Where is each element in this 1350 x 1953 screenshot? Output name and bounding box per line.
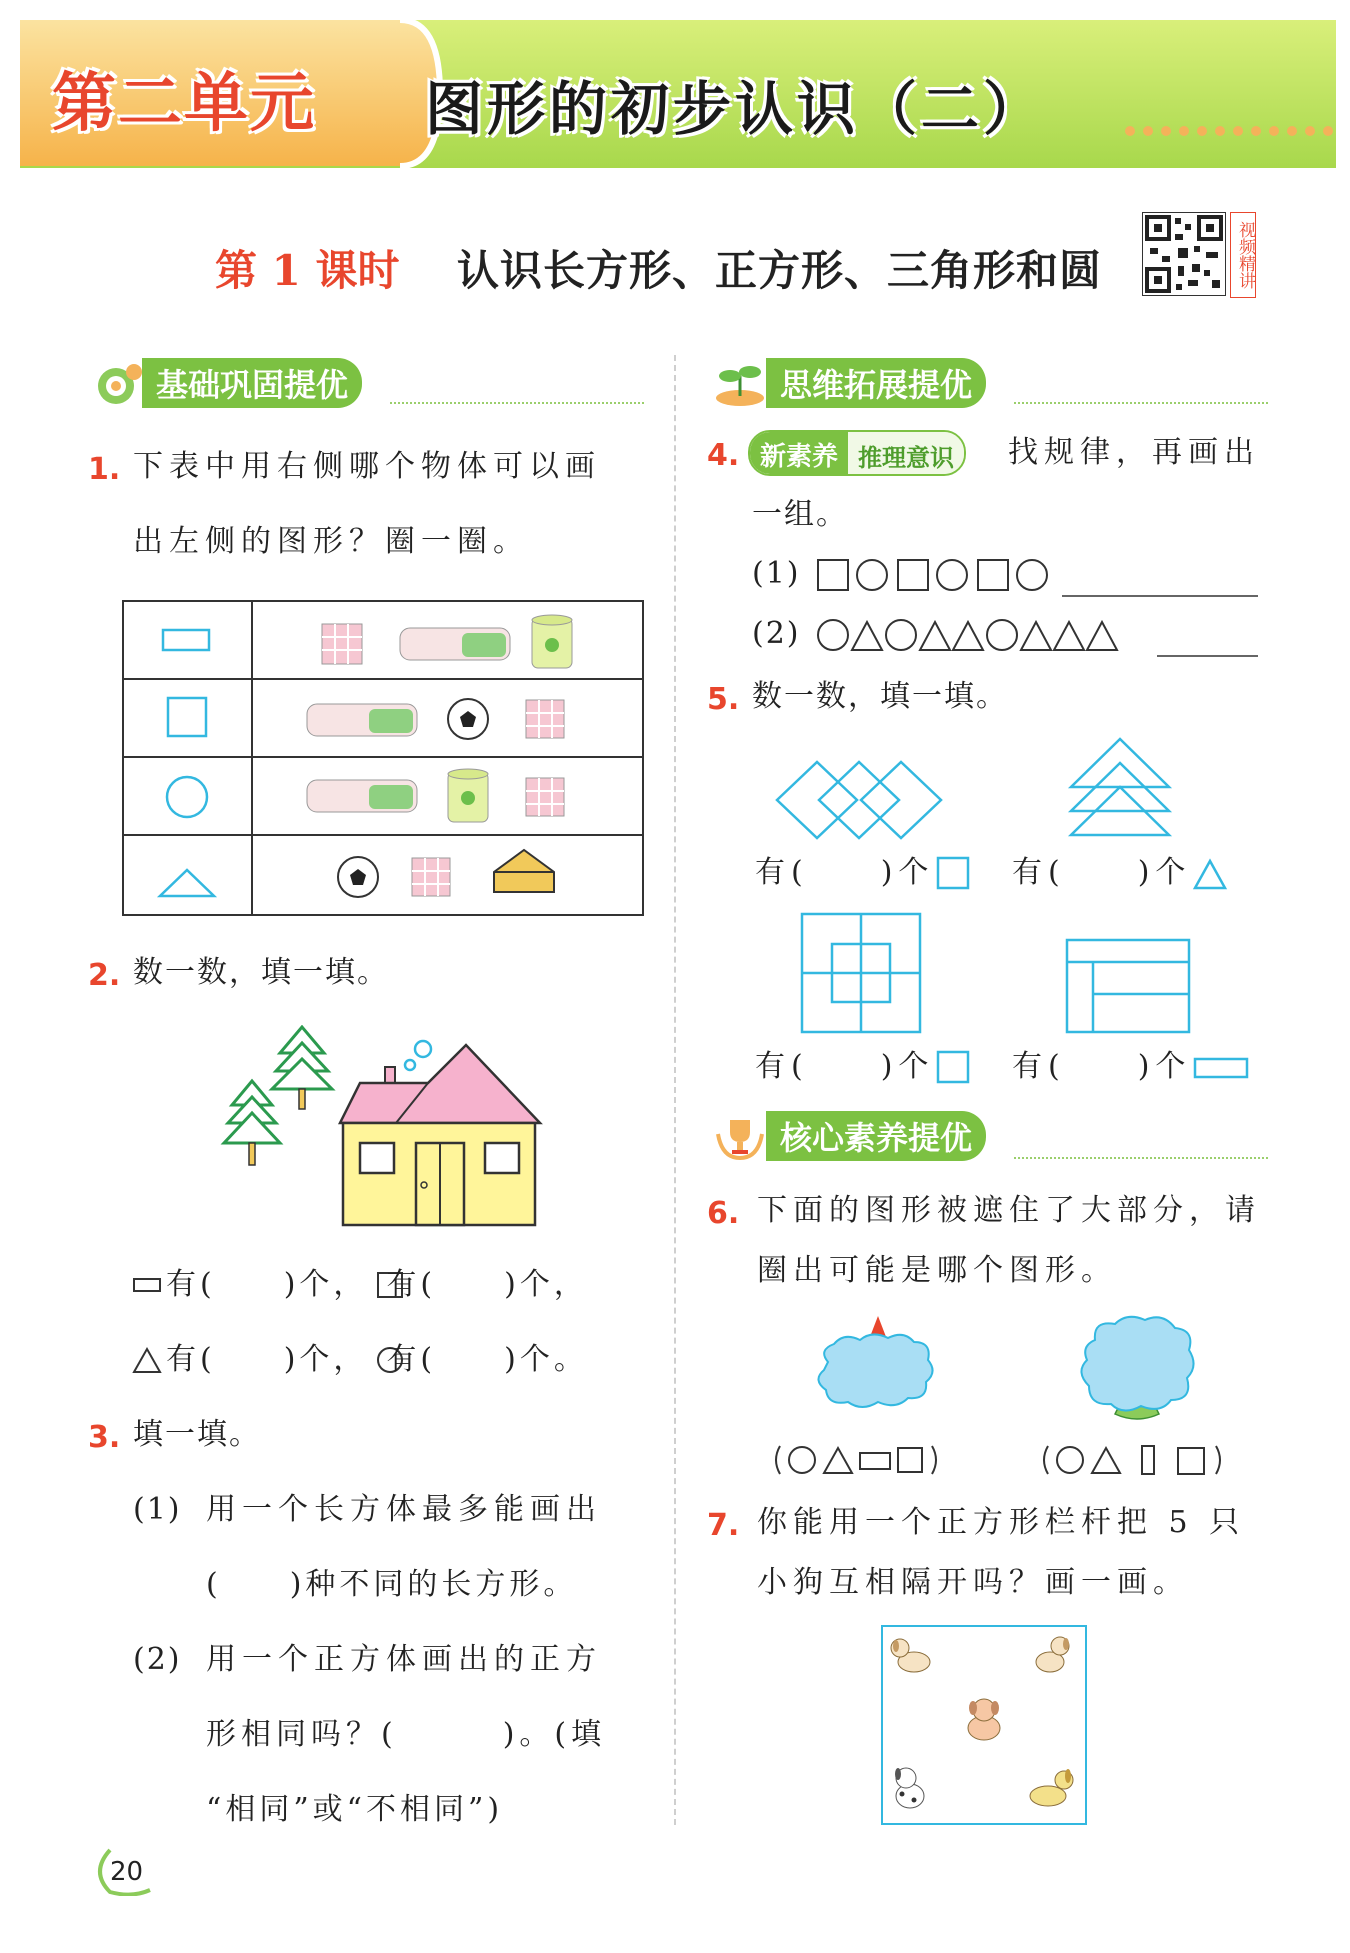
column-divider <box>674 355 676 1825</box>
q5-grid-squares-figure <box>800 912 922 1034</box>
tree-icon <box>224 1081 280 1165</box>
q2-number: 2. <box>88 958 121 993</box>
option-triangle <box>1092 1448 1120 1473</box>
house-picture <box>210 1025 550 1230</box>
section-core-header <box>766 1113 986 1159</box>
option-square <box>1178 1448 1204 1474</box>
q2-title: 数一数，填一填。 <box>133 955 389 990</box>
section-divider <box>1014 1157 1268 1159</box>
q7-line1: 你能用一个正方形栏杆把 5 只 <box>757 1505 1246 1540</box>
q5-rectangles-figure <box>1065 938 1191 1034</box>
rubiks-cube-icon <box>526 778 564 816</box>
pencil-case-icon <box>307 780 417 812</box>
section-thinking-label: 思维拓展提优 <box>766 358 986 408</box>
square-icon <box>935 855 971 891</box>
q3-p2-line1: 用一个正方体画出的正方 <box>206 1642 602 1677</box>
q4-p2-sequence <box>812 612 1262 660</box>
q3-p2-label: (2) <box>133 1642 182 1677</box>
soccer-ball-icon <box>448 699 488 739</box>
q3-p2-line3: “相同”或“不相同”) <box>206 1792 504 1827</box>
q5-blank-a: 有( )个 <box>755 855 935 890</box>
dogs-pen-figure <box>880 1624 1088 1826</box>
q6-line2: 圈出可能是哪个图形。 <box>757 1253 1117 1288</box>
tree-icon <box>272 1027 332 1109</box>
covered-shape-a <box>810 1310 940 1420</box>
q6-options-a[interactable] <box>770 1442 970 1478</box>
section-basic-header <box>142 360 362 406</box>
q1-number: 1. <box>88 452 121 487</box>
covered-shape-b <box>1075 1310 1200 1425</box>
soccer-ball-icon <box>338 857 378 897</box>
rectangle-icon <box>132 1275 162 1295</box>
dog-icon <box>968 1699 1000 1740</box>
q5-blank-b: 有( )个 <box>1012 855 1192 890</box>
option-rectangle <box>1142 1446 1154 1474</box>
q3-p1-line1: 用一个长方体最多能画出 <box>206 1492 602 1527</box>
q3-title: 填一填。 <box>133 1417 261 1452</box>
square-icon <box>935 1049 971 1085</box>
rubiks-cube-icon <box>322 624 362 664</box>
triangle-icon <box>1192 855 1228 891</box>
q4-line1: 找规律，再画出 <box>1008 435 1260 470</box>
q1-line2: 出左侧的图形？圈一圈。 <box>133 524 529 559</box>
unit-label: 第二单元 <box>52 67 316 141</box>
page-number: 20 <box>110 1857 144 1887</box>
q3-p1-label: (1) <box>133 1492 182 1527</box>
q4-p1-sequence <box>812 552 1262 600</box>
q3-number: 3. <box>88 1420 121 1455</box>
q6-line1: 下面的图形被遮住了大部分，请 <box>757 1193 1261 1228</box>
q3-p2-line2: 形相同吗？( )。(填 <box>206 1717 607 1752</box>
q3-p1-line2: ( )种不同的长方形。 <box>206 1567 578 1602</box>
q7-line2: 小狗互相隔开吗？画一画。 <box>757 1565 1189 1600</box>
unit-title: 图形的初步认识（二） <box>425 75 1046 143</box>
rubiks-cube-icon <box>526 700 564 738</box>
q4-line2: 一组。 <box>752 497 848 532</box>
qr-caption: 视频精讲 <box>1230 212 1256 298</box>
q5-number: 5. <box>707 682 740 717</box>
q6-options-b[interactable] <box>1038 1442 1248 1478</box>
q2-line1: 有( )个， 有( )个， <box>166 1267 588 1302</box>
pencil-case-icon <box>400 628 510 660</box>
literacy-badge <box>748 430 966 476</box>
q1-line1: 下表中用右侧哪个物体可以画 <box>133 449 601 484</box>
gear-icon <box>88 358 144 408</box>
sprout-icon <box>712 358 768 408</box>
lesson-title: 认识长方形、正方形、三角形和圆 <box>457 246 1103 295</box>
section-divider <box>1014 402 1268 404</box>
option-triangle <box>824 1448 852 1473</box>
rectangle-icon <box>1192 1056 1250 1080</box>
triangle-icon <box>132 1346 162 1374</box>
pencil-case-icon <box>307 704 417 736</box>
badge-main: 新素养 <box>750 432 848 474</box>
section-divider <box>390 402 644 404</box>
lesson-number: 第 1 课时 <box>215 246 400 295</box>
tea-can-icon <box>448 769 488 822</box>
q5-blank-d: 有( )个 <box>1012 1049 1192 1084</box>
q4-number: 4. <box>707 438 740 473</box>
option-circle <box>789 1447 815 1473</box>
q5-diamonds-figure <box>775 760 945 840</box>
badge-sub: 推理意识 <box>848 432 964 474</box>
q4-p1-label: (1) <box>752 556 801 591</box>
option-circle <box>1057 1447 1083 1473</box>
trophy-icon <box>712 1112 768 1162</box>
q5-title: 数一数，填一填。 <box>752 679 1008 714</box>
tea-can-icon <box>532 615 572 668</box>
qr-code-icon[interactable] <box>1142 212 1226 296</box>
q7-number: 7. <box>707 1508 740 1543</box>
q5-blank-c: 有( )个 <box>755 1049 935 1084</box>
q2-line2: 有( )个， 有( )个。 <box>166 1342 588 1377</box>
option-square <box>898 1448 922 1472</box>
q6-number: 6. <box>707 1196 740 1231</box>
section-basic-label: 基础巩固提优 <box>142 358 362 408</box>
q4-p2-label: (2) <box>752 616 801 651</box>
section-thinking-header <box>766 360 986 406</box>
section-core-label: 核心素养提优 <box>766 1111 986 1161</box>
q5-triangles-figure <box>1065 735 1175 840</box>
option-rectangle <box>860 1453 890 1469</box>
q1-table <box>122 600 644 916</box>
rubiks-cube-icon <box>412 858 450 896</box>
